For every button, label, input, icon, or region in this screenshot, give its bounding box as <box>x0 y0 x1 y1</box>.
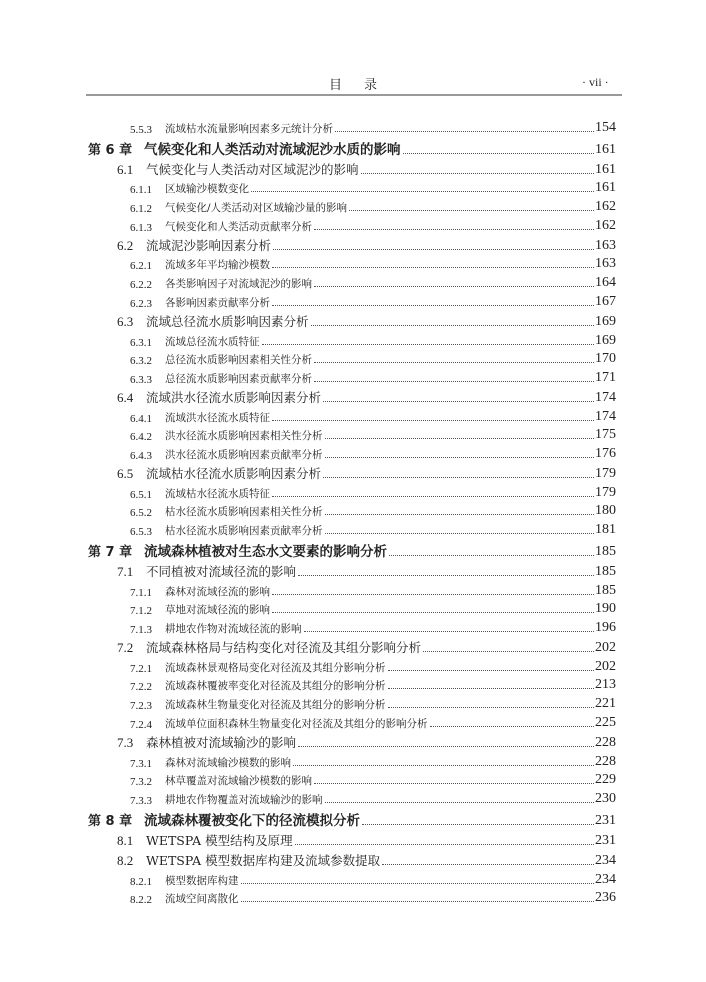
dot-leader <box>349 210 594 211</box>
toc-subsection-entry[interactable] <box>0 272 616 291</box>
dot-leader <box>335 131 594 132</box>
entry-number: 6.3.1 <box>130 336 152 349</box>
dot-leader <box>241 901 595 902</box>
toc-subsection-entry[interactable] <box>0 869 616 888</box>
toc-section-entry[interactable] <box>0 158 616 178</box>
dot-leader <box>325 514 595 515</box>
entry-number: 5.5.3 <box>130 123 152 136</box>
toc-chapter-entry[interactable] <box>0 136 616 158</box>
entry-page-number: 174 <box>595 408 616 424</box>
entry-page-number: 213 <box>595 677 616 693</box>
entry-number: 6.3.2 <box>130 355 152 368</box>
dot-leader <box>314 783 594 784</box>
entry-title: 流域洪水径流水质影响因素分析 <box>146 389 322 405</box>
entry-title: 流域枯水径流水质影响因素分析 <box>146 465 322 481</box>
toc-subsection-entry[interactable] <box>0 330 616 349</box>
entry-page-number: 179 <box>595 465 616 481</box>
entry-title: 气候变化和人类活动贡献率分析 <box>165 220 312 233</box>
dot-leader <box>314 286 594 287</box>
entry-title: 枯水径流水质影响因素相关性分析 <box>165 506 323 519</box>
entry-page-number: 234 <box>595 852 616 868</box>
dot-leader <box>298 746 594 747</box>
toc-subsection-entry[interactable] <box>0 580 616 599</box>
entry-title: 林草覆盖对流域输沙模数的影响 <box>165 775 312 788</box>
dot-leader <box>273 249 594 250</box>
entry-page-number: 179 <box>595 484 616 500</box>
entry-page-number: 202 <box>595 658 616 674</box>
table-of-contents <box>0 117 706 906</box>
toc-section-entry[interactable] <box>0 310 616 330</box>
toc-subsection-entry[interactable] <box>0 291 616 310</box>
toc-subsection-entry[interactable] <box>0 617 616 636</box>
toc-section-entry[interactable] <box>0 234 616 254</box>
toc-subsection-entry[interactable] <box>0 443 616 462</box>
entry-title: 总径流水质影响因素相关性分析 <box>165 354 312 367</box>
toc-subsection-entry[interactable] <box>0 196 616 215</box>
entry-page-number: 167 <box>595 293 616 309</box>
entry-number: 6.2 <box>117 237 134 253</box>
dot-leader <box>325 802 595 803</box>
entry-title: 流域枯水径流水质特征 <box>165 487 270 500</box>
toc-chapter-entry[interactable] <box>0 807 616 829</box>
entry-title: 流域单位面积森林生物量变化对径流及其组分的影响分析 <box>165 717 428 730</box>
entry-number: 6.5.2 <box>130 507 152 520</box>
entry-title: 森林植被对流域输沙的影响 <box>146 734 297 750</box>
entry-number: 7.2.3 <box>130 700 152 713</box>
entry-page-number: 228 <box>595 753 616 769</box>
entry-number: 6.1 <box>117 161 134 177</box>
entry-page-number: 161 <box>595 141 616 157</box>
entry-page-number: 164 <box>595 275 616 291</box>
entry-number: 8.2.1 <box>130 875 152 888</box>
dot-leader <box>361 173 594 174</box>
entry-title: 流域森林景观格局变化对径流及其组分影响分析 <box>165 661 386 674</box>
entry-title: 森林对流域径流的影响 <box>165 585 270 598</box>
entry-page-number: 161 <box>595 180 616 196</box>
entry-number: 7.3.1 <box>130 757 152 770</box>
entry-number: 7.1.3 <box>130 624 152 637</box>
toc-subsection-entry[interactable] <box>0 751 616 770</box>
dot-leader <box>325 438 595 439</box>
entry-number: 7.2.2 <box>130 681 152 694</box>
entry-number: 6.3 <box>117 313 134 329</box>
dot-leader <box>251 191 594 192</box>
entry-page-number: 185 <box>595 564 616 579</box>
entry-title: 气候变化/人类活动对区域输沙量的影响 <box>165 202 348 215</box>
entry-title: 洪水径流水质影响因素相关性分析 <box>165 430 323 443</box>
toc-subsection-entry[interactable] <box>0 888 616 907</box>
entry-number: 第 8 章 <box>88 813 133 829</box>
entry-page-number: 170 <box>595 351 616 367</box>
entry-title: 流域泥沙影响因素分析 <box>146 237 272 253</box>
entry-page-number: 154 <box>595 119 616 135</box>
header-rule <box>86 94 622 96</box>
entry-title: 流域枯水流量影响因素多元统计分析 <box>165 122 333 135</box>
dot-leader <box>388 670 595 671</box>
toc-subsection-entry[interactable] <box>0 406 616 425</box>
running-header-title: 目录 <box>328 78 399 93</box>
dot-leader <box>423 651 594 652</box>
dot-leader <box>388 688 595 689</box>
entry-title: 枯水径流水质影响因素贡献率分析 <box>165 525 323 537</box>
entry-number: 6.5.3 <box>130 526 152 538</box>
entry-number: 7.1.1 <box>130 586 152 599</box>
dot-leader <box>382 864 594 865</box>
entry-number: 6.1.1 <box>130 184 152 197</box>
dot-leader <box>272 305 594 306</box>
entry-number: 6.2.3 <box>130 297 152 310</box>
toc-subsection-entry[interactable] <box>0 349 616 368</box>
toc-section-entry[interactable] <box>0 731 616 751</box>
entry-number: 6.2.1 <box>130 260 152 273</box>
entry-page-number: 169 <box>595 313 616 329</box>
toc-subsection-entry[interactable] <box>0 215 616 234</box>
toc-subsection-entry[interactable] <box>0 599 616 618</box>
entry-page-number: 229 <box>595 772 616 788</box>
entry-title: 不同植被对流域径流的影响 <box>146 564 297 579</box>
entry-page-number: 190 <box>595 601 616 617</box>
dot-leader <box>295 844 594 845</box>
dot-leader <box>241 883 595 884</box>
toc-subsection-entry[interactable] <box>0 770 616 789</box>
entry-page-number: 185 <box>595 582 616 598</box>
entry-number: 6.2.2 <box>130 279 152 292</box>
entry-title: 森林对流域输沙模数的影响 <box>165 756 291 769</box>
entry-page-number: 231 <box>595 812 616 828</box>
toc-subsection-entry[interactable] <box>0 178 616 197</box>
entry-number: 8.2.2 <box>130 894 152 907</box>
entry-page-number: 185 <box>595 544 616 559</box>
entry-title: 流域空间离散化 <box>165 893 239 906</box>
entry-title: 各类影响因子对流域泥沙的影响 <box>165 278 312 291</box>
entry-title: 洪水径流水质影响因素贡献率分析 <box>165 448 323 461</box>
toc-section-entry[interactable] <box>0 386 616 406</box>
entry-title: WETSPA 模型结构及原理 <box>146 832 293 848</box>
entry-page-number: 162 <box>595 217 616 233</box>
entry-page-number: 171 <box>595 369 616 385</box>
entry-number: 6.1.2 <box>130 203 152 216</box>
entry-title: 流域森林生物量变化对径流及其组分的影响分析 <box>165 699 386 712</box>
dot-leader <box>314 381 594 382</box>
entry-page-number: 231 <box>595 832 616 848</box>
entry-page-number: 196 <box>595 620 616 636</box>
dot-leader <box>314 229 594 230</box>
dot-leader <box>430 726 595 727</box>
toc-subsection-entry[interactable] <box>0 501 616 520</box>
entry-page-number: 175 <box>595 427 616 443</box>
toc-subsection-entry[interactable] <box>0 712 616 731</box>
entry-number: 6.4 <box>117 389 134 405</box>
entry-number: 7.1 <box>117 564 134 579</box>
entry-number: 6.4.3 <box>130 449 152 462</box>
entry-number: 7.3 <box>117 734 134 750</box>
toc-subsection-entry[interactable] <box>0 675 616 694</box>
entry-page-number: 228 <box>595 734 616 750</box>
dot-leader <box>311 325 594 326</box>
dot-leader <box>314 362 594 363</box>
entry-number: 6.1.3 <box>130 221 152 234</box>
dot-leader <box>272 267 594 268</box>
entry-number: 6.3.3 <box>130 373 152 386</box>
toc-subsection-entry[interactable] <box>0 519 616 538</box>
entry-page-number: 236 <box>595 890 616 906</box>
dot-leader <box>325 533 595 534</box>
entry-number: 6.4.2 <box>130 431 152 444</box>
entry-page-number: 163 <box>595 237 616 253</box>
entry-title: 区域输沙模数变化 <box>165 183 249 196</box>
dot-leader <box>272 420 594 421</box>
entry-page-number: 180 <box>595 503 616 519</box>
entry-page-number: 169 <box>595 332 616 348</box>
toc-subsection-entry[interactable] <box>0 788 616 807</box>
dot-leader <box>304 631 595 632</box>
toc-subsection-entry[interactable] <box>0 367 616 386</box>
entry-number: 6.5.1 <box>130 488 152 501</box>
entry-page-number: 176 <box>595 445 616 461</box>
dot-leader <box>272 496 594 497</box>
entry-title: 流域森林覆被率变化对径流及其组分的影响分析 <box>165 680 386 693</box>
entry-page-number: 174 <box>595 389 616 405</box>
dot-leader <box>403 153 595 154</box>
entry-number: 8.2 <box>117 852 134 868</box>
toc-section-entry[interactable] <box>0 636 616 656</box>
entry-page-number: 161 <box>595 161 616 177</box>
entry-number: 第 6 章 <box>88 142 133 158</box>
toc-section-entry[interactable] <box>0 462 616 482</box>
entry-page-number: 162 <box>595 199 616 215</box>
dot-leader <box>323 477 594 478</box>
entry-title: WETSPA 模型数据库构建及流域参数提取 <box>146 852 381 868</box>
entry-title: 气候变化和人类活动对流域泥沙水质的影响 <box>144 141 401 158</box>
dot-leader <box>389 555 594 556</box>
toc-subsection-entry[interactable] <box>0 482 616 501</box>
entry-title: 模型数据库构建 <box>165 874 239 887</box>
entry-page-number: 230 <box>595 790 616 806</box>
entry-title: 各影响因素贡献率分析 <box>165 296 270 309</box>
entry-number: 6.5 <box>117 465 134 481</box>
dot-leader <box>325 457 595 458</box>
toc-subsection-entry[interactable] <box>0 254 616 273</box>
entry-number: 第 7 章 <box>88 545 133 560</box>
entry-number: 7.2.4 <box>130 718 152 731</box>
dot-leader <box>272 594 594 595</box>
dot-leader <box>293 765 594 766</box>
entry-title: 流域森林覆被变化下的径流模拟分析 <box>144 812 360 829</box>
toc-subsection-entry[interactable] <box>0 425 616 444</box>
entry-number: 7.3.3 <box>130 794 152 807</box>
entry-title: 草地对流域径流的影响 <box>165 604 270 617</box>
entry-title: 流域洪水径流水质特征 <box>165 411 270 424</box>
toc-section-entry[interactable] <box>0 829 616 849</box>
toc-section-entry[interactable] <box>0 560 616 580</box>
entry-page-number: 234 <box>595 871 616 887</box>
entry-number: 8.1 <box>117 832 134 848</box>
entry-number: 6.4.1 <box>130 412 152 425</box>
entry-title: 流域总径流水质特征 <box>165 335 260 348</box>
toc-subsection-entry[interactable] <box>0 693 616 712</box>
entry-number: 7.1.2 <box>130 605 152 618</box>
entry-title: 流域多年平均输沙模数 <box>165 259 270 272</box>
toc-chapter-entry[interactable] <box>0 538 616 560</box>
entry-title: 流域森林植被对生态水文要素的影响分析 <box>144 544 387 560</box>
entry-title: 耕地农作物对流域径流的影响 <box>165 623 302 636</box>
toc-subsection-entry[interactable] <box>0 117 616 136</box>
entry-number: 7.2.1 <box>130 662 152 675</box>
entry-page-number: 225 <box>595 714 616 730</box>
dot-leader <box>362 824 594 825</box>
entry-page-number: 221 <box>595 696 616 712</box>
toc-section-entry[interactable] <box>0 849 616 869</box>
entry-title: 总径流水质影响因素贡献率分析 <box>165 372 312 385</box>
entry-page-number: 163 <box>595 256 616 272</box>
entry-title: 气候变化与人类活动对区域泥沙的影响 <box>146 161 359 177</box>
entry-title: 耕地农作物覆盖对流域输沙的影响 <box>165 793 323 806</box>
entry-title: 流域森林格局与结构变化对径流及其组分影响分析 <box>146 640 422 656</box>
dot-leader <box>388 707 595 708</box>
dot-leader <box>298 575 594 576</box>
entry-title: 流域总径流水质影响因素分析 <box>146 313 309 329</box>
running-header-page-number: · vii · <box>582 75 609 89</box>
dot-leader <box>323 401 594 402</box>
toc-subsection-entry[interactable] <box>0 656 616 675</box>
entry-page-number: 202 <box>595 640 616 656</box>
dot-leader <box>262 344 595 345</box>
entry-number: 7.2 <box>117 640 134 656</box>
entry-number: 7.3.2 <box>130 776 152 789</box>
entry-page-number: 181 <box>595 522 616 537</box>
dot-leader <box>272 612 594 613</box>
